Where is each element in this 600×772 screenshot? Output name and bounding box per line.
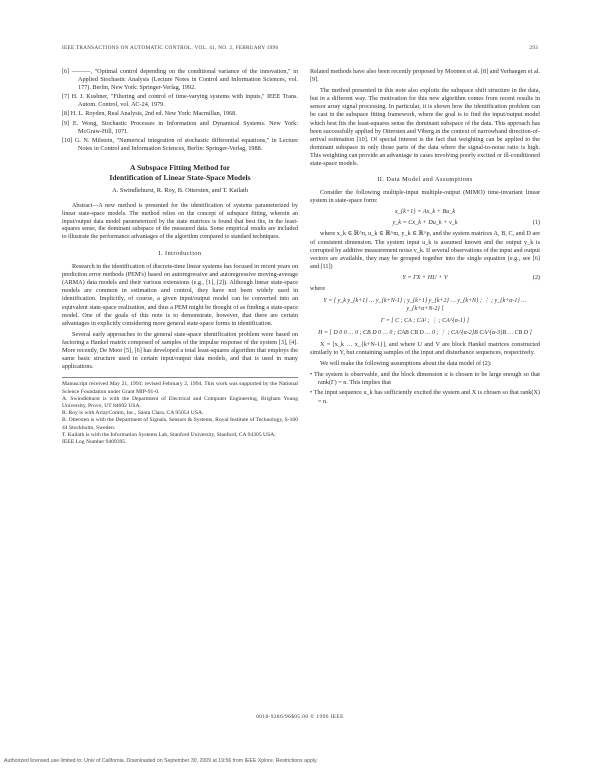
equation: x_{k+1} = Ax_k + Bu_k	[394, 208, 456, 216]
paper-authors: A. Swindlehurst, R. Roy, B. Ottersten, and T. Kailath	[112, 186, 248, 194]
footnote: Manuscript received May 21, 1993; revised February 2, 1994. This work was supported by the National Science Foundation under Grant MIP-91-0. A. Swindlehurst is with the Department of Electrical and Computer Engineering, Brigham Young University, Provo, UT 84602 USA. R. Roy is with ArrayComm, Inc., Santa Clara, CA 95054 USA. B. Ottersten is with the Department of Signals, Sensors & Systems, Royal Institute of Technology, S-100 44 Stockholm, Sweden. T. Kailath is with the Information Systems Lab, Stanford University, Stanford, CA 94305 USA. IEEE Log Number 9409395.	[62, 377, 298, 446]
reference-item: [6] ———, "Optimal control depending on the conditional variance of the innovation," in Applied Stochastic Analysis (Lecture Notes in Control and Information Sciences, vol. 177). Berlin, New York: Springer-Verlag, 1992.	[62, 68, 298, 92]
running-header	[62, 45, 538, 51]
section-heading: I. Introduction	[158, 250, 202, 258]
body-paragraph: where x_k ∈ ℝ^n, u_k ∈ ℝ^m, y_k ∈ ℝ^p, and the system matrices A, B, C, and D are of consistent dimension. The system input u_k is assumed known and the output y_k is corrupted by additive measurement noise v_k. If several observations of the input and output vectors are available, they may be grouped together into the single equation (e.g., see [6] and [11])	[310, 230, 540, 270]
reference-item: [8] H. L. Royden, Real Analysis, 2nd ed. New York: Macmillan, 1968.	[62, 110, 237, 118]
right-column	[310, 68, 540, 408]
assumption-item: • The input sequence u_k has sufficiently excited the system and X is chosen so that rank(X) = n.	[310, 389, 540, 405]
copyright-line: 0018-9286/96$05.00 © 1996 IEEE	[256, 714, 344, 720]
download-notice: Authorized licensed use limited to: Univ of California. Downloaded on September 30, 2009 at 19:56 from IEEE Xplore. Restrictions apply.	[4, 758, 318, 764]
matrix-h: H = [ D 0 0 … 0 ; CB D 0 … 0 ; CAB CB D … 0 ; ⋮ ; CA^{α-2}B CA^{α-3}B … CB D ]	[318, 329, 532, 336]
body-paragraph: Consider the following multiple-input multiple-output (MIMO) time-invariant linear system in state-space form:	[310, 189, 540, 205]
matrix-y: Y = [ y_k y_{k+1} … y_{k+N-1} ; y_{k+1} y_{k+2} … y_{k+N} ; ⋮ ; y_{k+α-1} … y_{k+α+N-2} ]	[323, 297, 527, 312]
reference-item: [7] H. J. Kushner, "Filtering and control of time-varying systems with inputs," IEEE Trans. Autom. Control, vol. AC-24, 1979.	[62, 93, 298, 109]
body-paragraph: Several early approaches to the general state-space identification problem were based on factoring a Hankel matrix composed of samples of the impulse response of the system [3], [4]. More recently, De Moor [5], [6] has developed a total least-squares algorithm that employs the same basic structure used in certain input/output data models, and that is used in many applications.	[62, 330, 298, 371]
left-column	[62, 68, 298, 446]
assumption-item: • The system is observable, and the block dimension α is chosen to be large enough so that rank(Γ) = n. This implies that	[310, 371, 540, 387]
equation: Y = ΓX + HU + V (2)	[402, 273, 540, 281]
paper-title: A Subspace Fitting Method for Identification of Linear State-Space Models	[109, 162, 251, 182]
reference-item: [10] G. N. Milstein, "Numerical integration of stochastic differential equations," in Lecture Notes in Control and Information Sciences, Berlin: Springer-Verlag, 1988.	[62, 136, 298, 152]
section-heading: II. Data Model and Assumptions	[377, 176, 473, 184]
abstract: Abstract—A new method is presented for the identification of systems parameterized by linear state-space models. The method relies on the concept of subspace fitting, wherein an input/output data model parameterized by the state matrices is found that best fits, in the least-squares sense, the dominant subspace of the measured data. Some empirical results are included to illustrate the performance advantages of the algorithm compared to standard techniques.	[62, 203, 298, 241]
where-label: where	[310, 284, 326, 292]
matrix-gamma: Γ = [ C ; CA ; CA² ; ⋮ ; CA^{α-1} ]	[380, 317, 470, 324]
body-paragraph: X = [x_k … x_{k+N-1}], and where U and V are block Hankel matrices constructed similarly to Y, but containing samples of the input and disturbance sequences, respectively.	[310, 340, 540, 357]
body-paragraph: We will make the following assumptions about the data model of (2):	[320, 360, 492, 368]
body-paragraph: Research in the identification of discrete-time linear systems has focused in recent years on prediction error methods (PEM's) based on autoregressive and autoregressive moving-average (ARMA) data models and their various extensions (e.g., [1], [2]). Although linear state-space models are common in estimation and control, they have not been widely used in identification. Implicitly, of course, a given input/output model can be converted into an equivalent state-space realization, and thus a PEM might be thought of as finding a state-space model. One of the goals of this note is to demonstrate, however, that there are certain advantages in explicitly considering more general state-space forms in identification.	[62, 263, 298, 327]
body-paragraph: The method presented in this note also exploits the subspace shift structure in the data, but in a different way. The motivation for this new algorithm comes from recent results in sensor array signal processing. In particular, it is shown how the identification problem can be cast in the subspace fitting framework, where the goal is to find the input/output model which best fits the least-squares sense the dominant subspace of the data. This approach has been successfully applied by Ottersten and Viberg in the context of narrowband direction-of-arrival estimation [10]. Of special interest is the fact that weighting can be applied to the dominant subspace in only those parts of the data where the signal-to-noise ratio is high. This weighting can provide an advantage in cases involving poorly excited or ill-conditioned state-space models.	[310, 87, 540, 168]
journal-header: IEEE TRANSACTIONS ON AUTOMATIC CONTROL, VOL. 41, NO. 2, FEBRUARY 1996	[62, 45, 279, 51]
body-paragraph: Related methods have also been recently proposed by Moonen et al. [8] and Verhaegen et al. [9].	[310, 68, 540, 84]
reference-item: [9] E. Wong, Stochastic Processes in Information and Dynamical Systems. New York: McGraw-Hill, 1971.	[62, 119, 298, 135]
page-number: 293	[529, 45, 538, 51]
equation: y_k = Cx_k + Du_k + v_k (1)	[392, 219, 540, 227]
